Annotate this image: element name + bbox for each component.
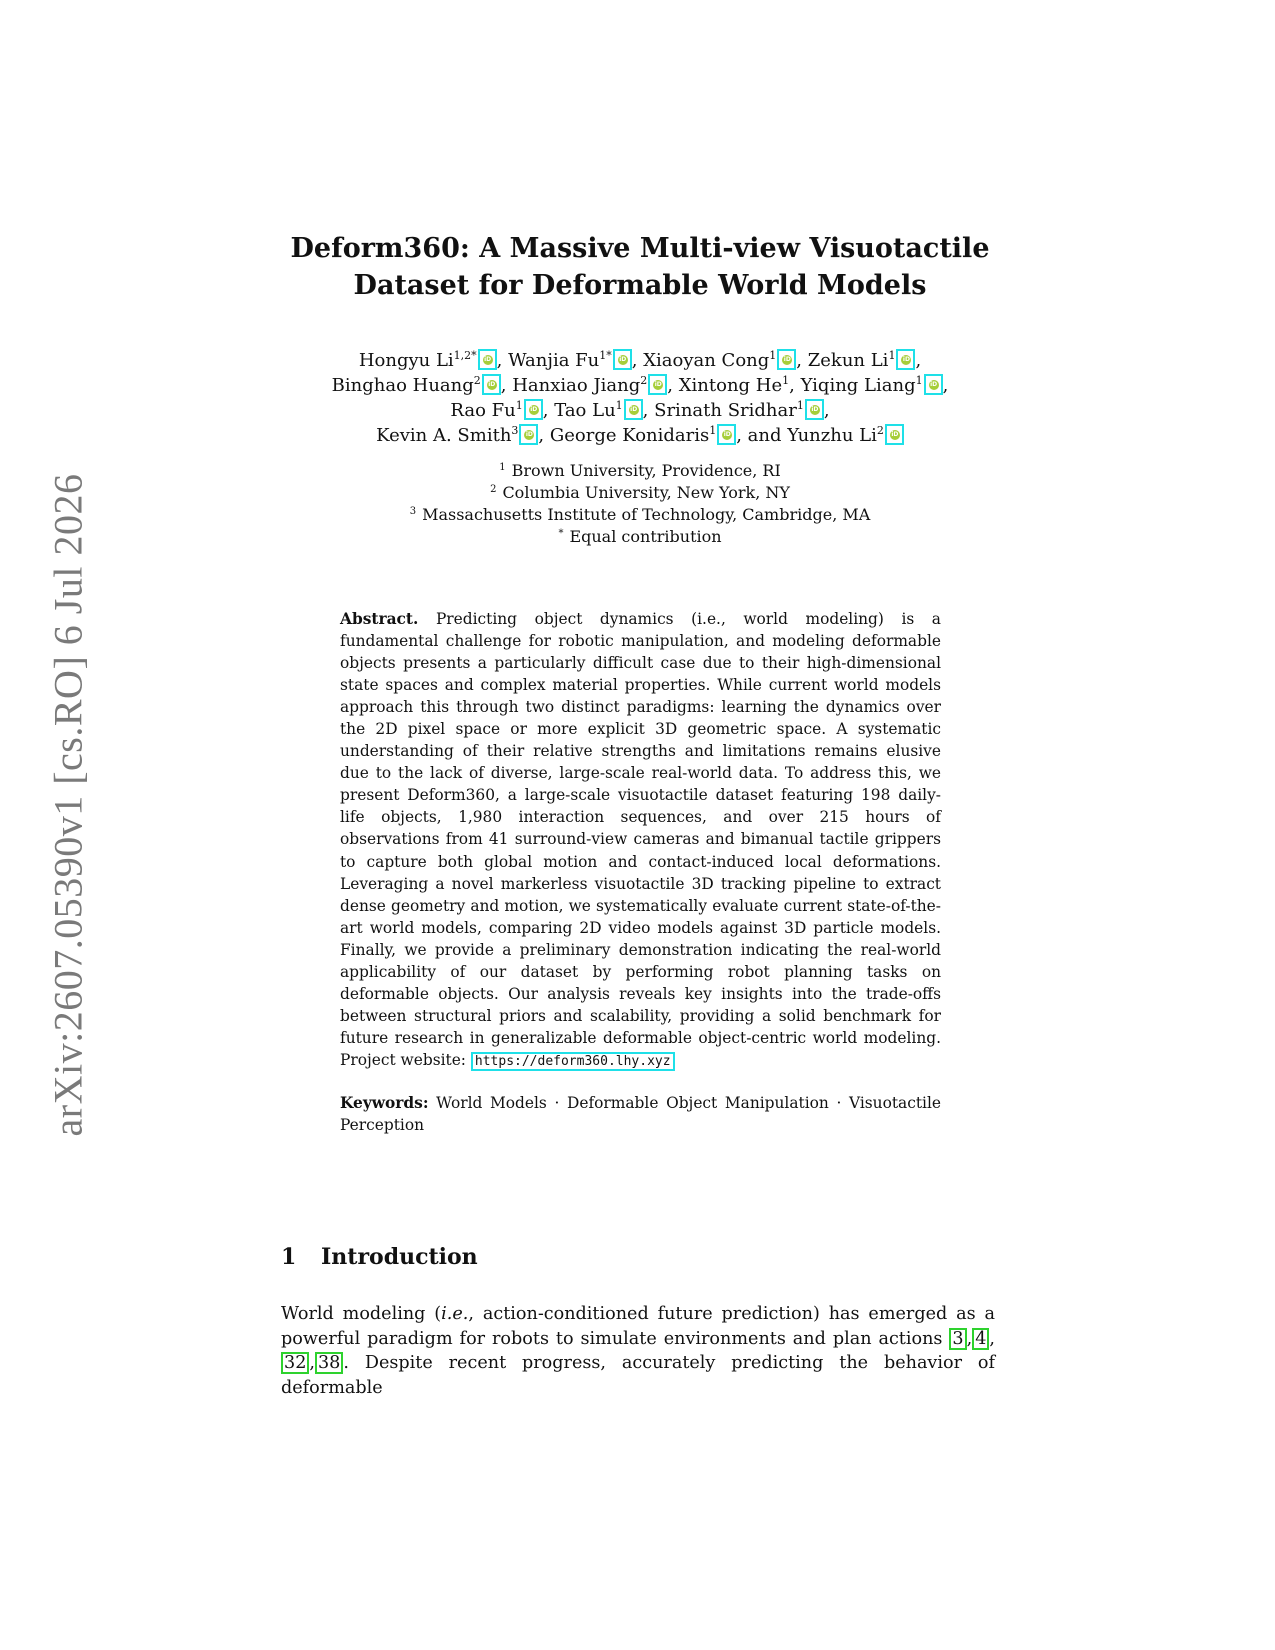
orcid-icon[interactable] — [777, 349, 796, 370]
section-heading — [281, 1244, 478, 1270]
affiliation-marker: 1 — [709, 424, 717, 437]
affiliation-text: Massachusetts Institute of Technology, Cambridge, MA — [422, 505, 871, 524]
affiliation — [340, 482, 940, 504]
affiliation-text: Brown University, Providence, RI — [511, 461, 781, 480]
orcid-icon[interactable] — [519, 424, 538, 445]
orcid-glyph: iD — [783, 356, 791, 363]
affiliation-text: Columbia University, New York, NY — [502, 483, 790, 502]
keywords-label: Keywords: — [340, 1094, 429, 1112]
author-separator: , — [667, 375, 679, 396]
intro-text: . Despite recent progress, accurately predicting the behavior of deformable — [281, 1353, 995, 1398]
citation-link[interactable]: 4 — [972, 1328, 989, 1350]
author — [512, 375, 667, 396]
author-line — [240, 398, 1040, 423]
author-name: Xintong He — [678, 375, 783, 396]
author-separator: , — [500, 375, 513, 396]
author — [654, 400, 824, 421]
affiliation-marker: 2 — [473, 374, 481, 387]
author — [554, 400, 642, 421]
affiliation-number: * — [558, 527, 564, 539]
affiliation-marker: 1 — [769, 349, 777, 362]
orcid-icon[interactable] — [478, 349, 497, 370]
author — [332, 375, 501, 396]
affiliation-marker: 1* — [599, 349, 612, 362]
author — [679, 375, 789, 396]
orcid-icon[interactable] — [885, 424, 904, 445]
orcid-icon[interactable] — [805, 399, 824, 420]
author-separator: , — [642, 400, 655, 421]
title-line-2: Dataset for Deformable World Models — [353, 270, 927, 301]
affiliation — [340, 460, 940, 482]
section-title: Introduction — [321, 1244, 478, 1270]
author-name: Zekun Li — [807, 350, 889, 371]
affiliation-marker: 1 — [782, 374, 790, 387]
author-name: Wanjia Fu — [508, 350, 600, 371]
author — [508, 350, 632, 371]
affiliation-number: 3 — [409, 505, 417, 517]
affiliation — [340, 504, 940, 526]
author-name: Srinath Sridhar — [654, 400, 797, 421]
orcid-glyph: iD — [654, 381, 662, 388]
affiliation-marker: 1 — [515, 399, 523, 412]
author — [801, 375, 943, 396]
abstract-label: Abstract. — [340, 610, 419, 628]
orcid-glyph: iD — [723, 431, 731, 438]
orcid-glyph: iD — [484, 356, 492, 363]
affiliation-marker: 1,2* — [453, 349, 477, 362]
author-line — [240, 348, 1040, 373]
citation-link[interactable]: 3 — [949, 1328, 966, 1350]
orcid-glyph: iD — [488, 381, 496, 388]
intro-emphasis: i.e. — [441, 1304, 469, 1324]
author-line — [240, 423, 1040, 448]
arxiv-identifier: arXiv:2607.05390v1 [cs.RO] 6 Jul 2026 — [45, 473, 91, 1137]
orcid-glyph: iD — [630, 406, 638, 413]
citation-link[interactable]: 38 — [315, 1352, 343, 1374]
author-separator: , and — [736, 425, 788, 446]
author-separator: , — [915, 350, 922, 371]
orcid-icon[interactable] — [896, 349, 915, 370]
author-list — [240, 348, 1040, 448]
author-name: Yiqing Liang — [800, 375, 916, 396]
affiliation-list — [340, 460, 940, 548]
affiliation-marker: 2 — [876, 424, 884, 437]
orcid-glyph: iD — [902, 356, 910, 363]
author — [787, 425, 904, 446]
author — [376, 425, 538, 446]
affiliation-text: Equal contribution — [569, 527, 722, 546]
author-separator: , — [496, 350, 509, 371]
orcid-icon[interactable] — [624, 399, 643, 420]
author-separator: , — [942, 375, 949, 396]
keywords-text: World Models · Deformable Object Manipulation · Visuotactile Perception — [340, 1094, 941, 1134]
orcid-icon[interactable] — [924, 374, 943, 395]
author-separator: , — [631, 350, 644, 371]
keywords — [340, 1092, 941, 1136]
affiliation-marker: 2 — [640, 374, 648, 387]
author — [550, 425, 736, 446]
author-name: Hongyu Li — [358, 350, 454, 371]
orcid-icon[interactable] — [613, 349, 632, 370]
affiliation-number: 1 — [499, 461, 506, 473]
orcid-icon[interactable] — [648, 374, 667, 395]
author-name: Tao Lu — [554, 400, 616, 421]
orcid-glyph: iD — [525, 431, 533, 438]
author-separator: , — [796, 350, 808, 371]
author-name: Xiaoyan Cong — [643, 350, 770, 371]
affiliation-marker: 1 — [615, 399, 623, 412]
affiliation-marker: 1 — [796, 399, 804, 412]
author-name: Binghao Huang — [331, 375, 474, 396]
intro-paragraph: World modeling (i.e., action-conditioned future prediction) has emerged as a powerful paradigm for robots to simulate environments and plan actions 3 , 4 , 32 , 38 . Despite recent progress, accurately predicting the behavior of deformable — [281, 1304, 995, 1398]
intro-text: World modeling ( — [281, 1304, 442, 1324]
section-number: 1 — [281, 1244, 297, 1270]
orcid-glyph: iD — [619, 356, 627, 363]
author-name: George Konidaris — [549, 425, 710, 446]
author — [450, 400, 542, 421]
project-website-link[interactable]: https://deform360.lhy.xyz — [471, 1052, 675, 1071]
title-line-1: Deform360: A Massive Multi-view Visuotactile — [290, 233, 990, 264]
author-name: Rao Fu — [450, 400, 516, 421]
author-separator: , — [542, 400, 555, 421]
abstract-body: Predicting object dynamics (i.e., world modeling) is a fundamental challenge for robotic manipulation, and modeling deformable objects presents a particularly difficult case due to their high-dimensional state spaces and complex material properties. While current world models approach this through two distinct paradigms: learning the dynamics over the 2D pixel space or more explicit 3D geometric space. A systematic understanding of their relative strengths and limitations remains elusive due to the lack of diverse, large-scale real-world data. To address this, we present Deform360, a large-scale visuotactile dataset featuring 198 daily-life objects, 1,980 interaction sequences, and over 215 hours of observations from 41 surround-view cameras and bimanual tactile grippers to capture both global motion and contact-induced local deformations. Leveraging a novel markerless visuotactile 3D tracking pipeline to extract dense geometry and motion, we systematically evaluate current state-of-the-art world models, comparing 2D video models against 3D particle models. Finally, we provide a preliminary demonstration indicating the real-world applicability of our dataset by performing robot planning tasks on deformable objects. Our analysis reveals key insights into the trade-offs between structural priors and scalability, providing a solid benchmark for future research in generalizable deformable object-centric world modeling. Project website: — [340, 610, 941, 1069]
orcid-glyph: iD — [530, 406, 538, 413]
citation-link[interactable]: 32 — [281, 1352, 309, 1374]
author-separator: , — [538, 425, 550, 446]
orcid-icon[interactable] — [717, 424, 736, 445]
orcid-icon[interactable] — [524, 399, 543, 420]
paper-title — [240, 230, 1040, 304]
orcid-glyph: iD — [930, 381, 938, 388]
affiliation-marker: 1 — [888, 349, 896, 362]
author-separator: , — [789, 375, 801, 396]
orcid-glyph: iD — [811, 406, 819, 413]
author — [359, 350, 497, 371]
orcid-icon[interactable] — [482, 374, 501, 395]
affiliation-marker: 3 — [511, 424, 519, 437]
affiliation-marker: 1 — [915, 374, 923, 387]
intro-text: , action-conditioned future prediction) has emerged as a powerful paradigm for robots to simulate environments and plan actions — [281, 1304, 995, 1349]
author-name: Yunzhu Li — [787, 425, 877, 446]
author — [808, 350, 916, 371]
author-name: Kevin A. Smith — [376, 425, 512, 446]
author — [643, 350, 796, 371]
abstract — [340, 608, 941, 1073]
affiliation — [340, 526, 940, 548]
author-name: Hanxiao Jiang — [512, 375, 641, 396]
author-line — [240, 373, 1040, 398]
affiliation-number: 2 — [490, 483, 497, 495]
author-separator: , — [823, 400, 830, 421]
orcid-glyph: iD — [891, 431, 899, 438]
